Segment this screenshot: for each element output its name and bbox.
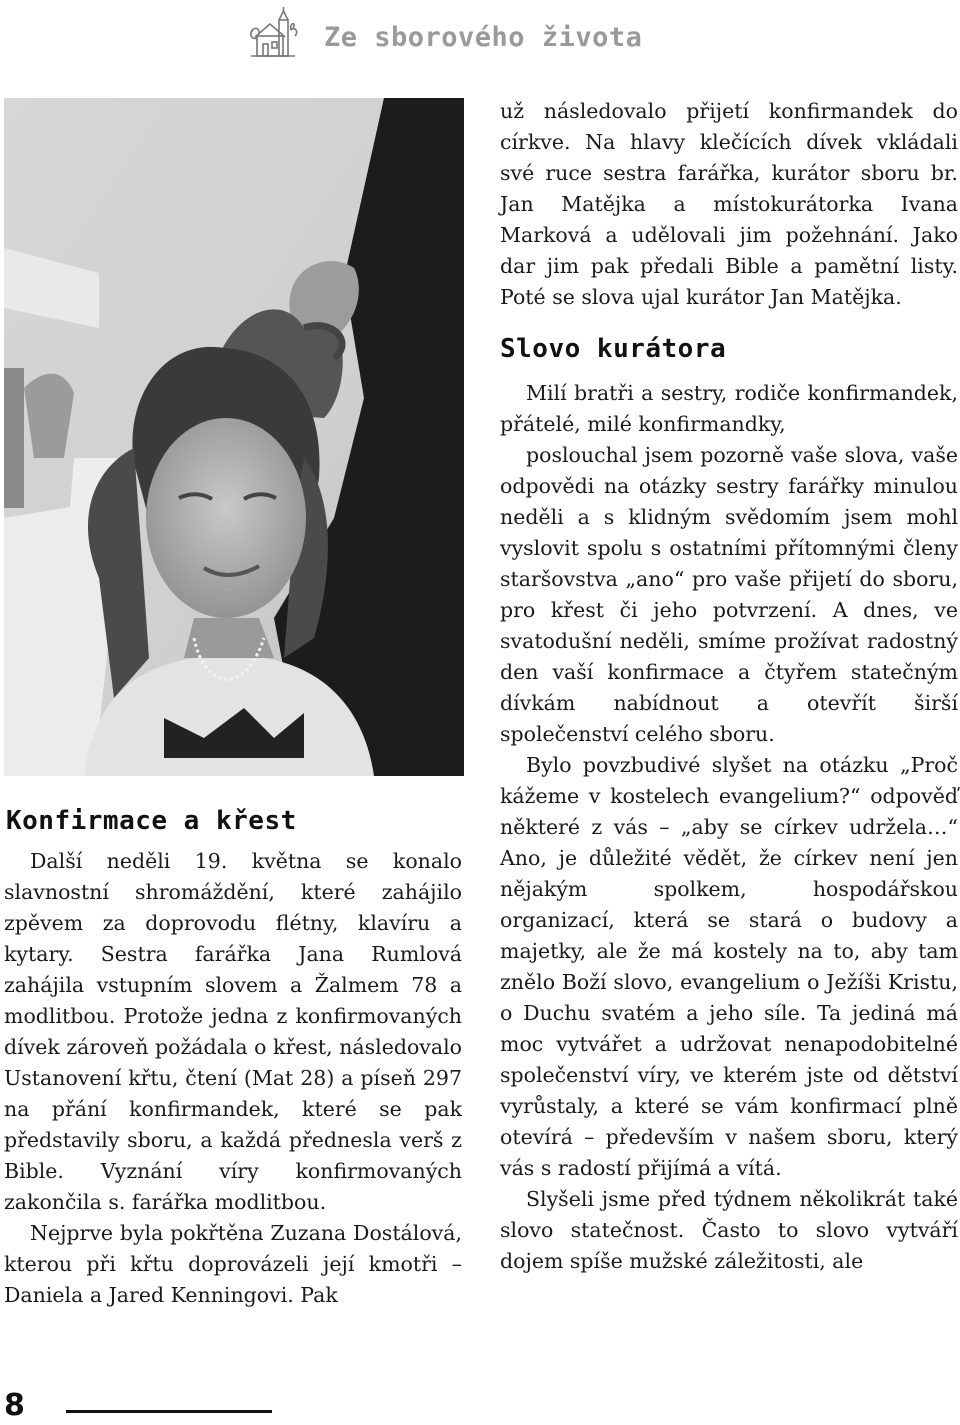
section-title: Ze sborového života (324, 22, 643, 53)
footer-rule (66, 1410, 272, 1413)
paragraph: Milí bratři a sestry, rodiče konfirmandek, přátelé, milé konfirmandky, (500, 381, 958, 436)
church-logo-icon (245, 6, 301, 62)
paragraph: Nejprve byla pokřtěna Zuzana Dostálová, kterou při křtu doprovázeli její kmotři – Daniela a Jared Kenningovi. Pak (4, 1221, 462, 1307)
paragraph: Další neděli 19. května se konalo slavnostní shromáždění, které zahájilo zpěvem za doprovodu flétny, klavíru a kytary. Sestra farářka Jana Rumlová zahájila vstupním slovem a Žalmem 78 a modlitbou. Protože jedna z konfirmovaných dívek zároveň požádala o křest, následovalo Ustanovení křtu, čtení (Mat 28) a píseň 297 na přání konfirmandek, které se pak představily sboru, a každá přednesla verš z Bible. Vyznání víry konfirmovaných zakončila s. farářka modlitbou. (4, 849, 462, 1214)
heading-curator-word: Slovo kurátora (500, 334, 727, 364)
baptism-photo (4, 98, 464, 776)
article-right-continuation (500, 96, 958, 313)
paragraph: Bylo povzbudivé slyšet na otázku „Proč kážeme v kostelech evangelium?“ odpověď některé z vás – „aby se církev udržela…“ Ano, je důležité vědět, že církev není jen nějakým spolkem, hospodářskou organizací, která se stará o budovy a majetky, ale že má kostely na to, aby tam znělo Boží slovo, evangelium o Ježíši Kristu, o Duchu svatém a jeho síle. Ta jediná má moc vytvářet a udržovat nenapodobitelné společenství víry, ve kterém jste od dětství vyrůstaly, a které se vám konfirmací plně otevírá – především v našem sboru, který vás s radostí přijímá a vítá. (500, 753, 958, 1180)
paragraph: poslouchal jsem pozorně vaše slova, vaše odpovědi na otázky sestry farářky minulou neděli a s klidným svědomím jsem mohl vyslovit spolu s ostatními přítomnými členy staršovstva „ano“ pro vaše přijetí do sboru, pro křest či jeho potvrzení. A dnes, ve svatodušní neděli, smíme prožívat radostný den vaší konfirmace a čtyřem statečným dívkám nabídnout a otevřít širší společenství celého sboru. (500, 443, 958, 746)
page-header (0, 0, 960, 70)
page-number: 8 (4, 1388, 25, 1423)
paragraph: Slyšeli jsme před týdnem několikrát také slovo statečnost. Často to slovo vytváří dojem spíše mužské záležitosti, ale (500, 1187, 958, 1273)
heading-confirmation-baptism: Konfirmace a křest (6, 806, 297, 836)
article-left-body (4, 846, 462, 1311)
paragraph: už následovalo přijetí konfirmandek do církve. Na hlavy klečících dívek vkládali své ruce sestra farářka, kurátor sboru br. Jan Matějka a místokurátorka Ivana Marková a udělovali jim požehnání. Jako dar jim pak předali Bible a pamětní listy. Poté se slova ujal kurátor Jan Matějka. (500, 99, 958, 309)
article-right-body (500, 378, 958, 1277)
